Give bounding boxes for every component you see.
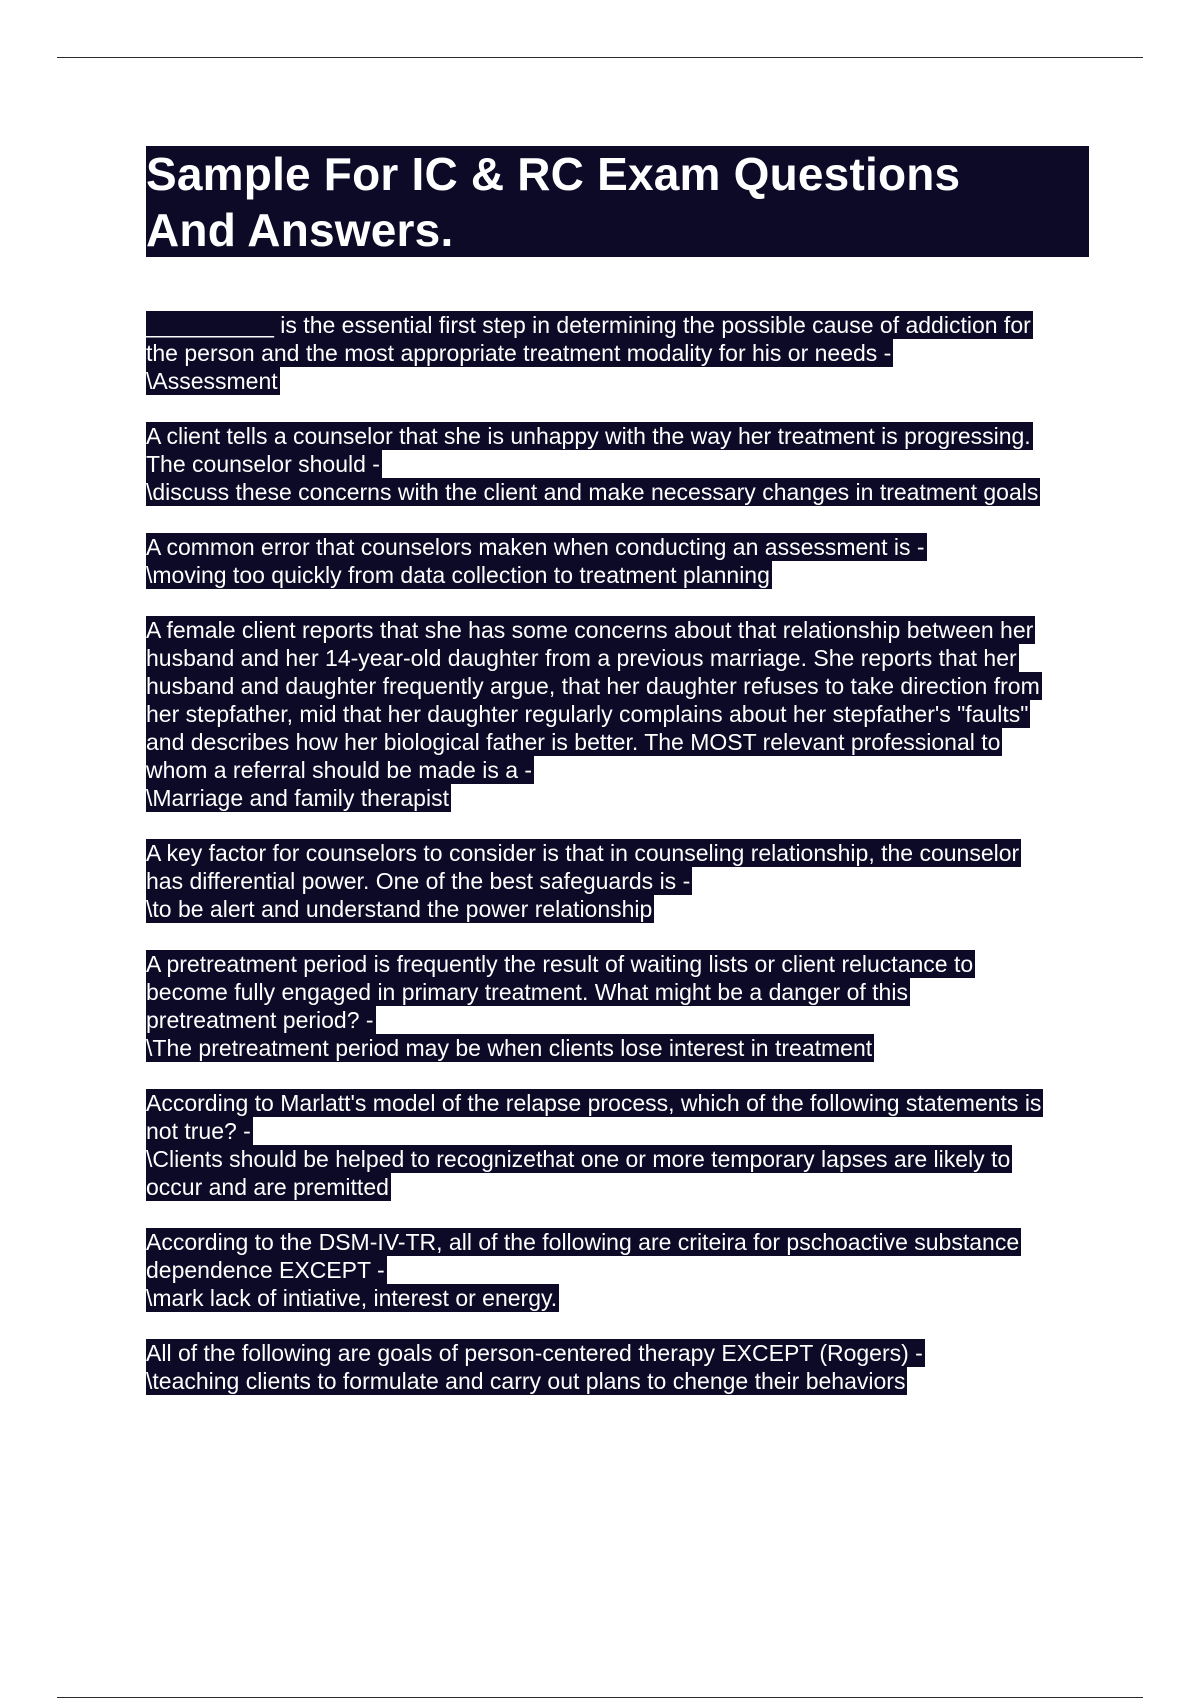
qa-answer: \Assessment: [146, 368, 278, 394]
qa-answer: \The pretreatment period may be when clients lose interest in treatment: [146, 1035, 873, 1061]
document-title-line: Sample For IC & RC Exam Questions: [146, 148, 961, 200]
qa-line: A client tells a counselor that she is unhappy with the way her treatment is progressing.: [146, 423, 1031, 449]
qa-line: husband and her 14-year-old daughter from a previous marriage. She reports that her: [146, 645, 1017, 671]
qa-item: [146, 839, 1096, 923]
qa-line: A key factor for counselors to consider is that in counseling relationship, the counselor: [146, 840, 1020, 866]
qa-item: [146, 311, 1096, 395]
qa-line: A common error that counselors maken when conducting an assessment is -: [146, 534, 925, 560]
qa-line: pretreatment period? -: [146, 1007, 374, 1033]
qa-item: [146, 1089, 1096, 1201]
bottom-rule: [57, 1697, 1143, 1698]
qa-answer: \to be alert and understand the power relationship: [146, 896, 653, 922]
document-title-text: [146, 146, 1089, 258]
qa-line: A pretreatment period is frequently the result of waiting lists or client reluctance to: [146, 951, 974, 977]
qa-line: According to Marlatt's model of the relapse process, which of the following statements is: [146, 1090, 1042, 1116]
qa-answer: \mark lack of intiative, interest or energy.: [146, 1285, 558, 1311]
qa-item: [146, 616, 1096, 812]
qa-line: her stepfather, mid that her daughter regularly complains about her stepfather's "faults": [146, 701, 1029, 727]
qa-item: [146, 1339, 1096, 1395]
qa-line: A female client reports that she has some concerns about that relationship between her: [146, 617, 1034, 643]
qa-line: __________ is the essential first step in determining the possible cause of addiction for: [146, 312, 1031, 338]
qa-line: the person and the most appropriate treatment modality for his or needs -: [146, 340, 892, 366]
qa-line: has differential power. One of the best safeguards is -: [146, 868, 691, 894]
qa-answer: \teaching clients to formulate and carry out plans to chenge their behaviors: [146, 1368, 906, 1394]
document-title-line: And Answers.: [146, 204, 454, 256]
qa-answer: \Marriage and family therapist: [146, 785, 449, 811]
qa-line: become fully engaged in primary treatment. What might be a danger of this: [146, 979, 908, 1005]
qa-line: The counselor should -: [146, 451, 380, 477]
qa-line: husband and daughter frequently argue, that her daughter refuses to take direction from: [146, 673, 1040, 699]
qa-item: [146, 950, 1096, 1062]
qa-line: All of the following are goals of person-centered therapy EXCEPT (Rogers) -: [146, 1340, 923, 1366]
qa-line: not true? -: [146, 1118, 251, 1144]
qa-list: [146, 311, 1096, 1422]
qa-answer: \discuss these concerns with the client and make necessary changes in treatment goals: [146, 479, 1039, 505]
qa-answer: \moving too quickly from data collection to treatment planning: [146, 562, 770, 588]
qa-line: dependence EXCEPT -: [146, 1257, 385, 1283]
qa-item: [146, 533, 1096, 589]
qa-line: According to the DSM-IV-TR, all of the following are criteira for pschoactive substance: [146, 1229, 1020, 1255]
document-title: [146, 146, 1089, 257]
qa-item: [146, 422, 1096, 506]
qa-line: whom a referral should be made is a -: [146, 757, 533, 783]
top-rule: [57, 57, 1143, 58]
qa-line: and describes how her biological father is better. The MOST relevant professional to: [146, 729, 1001, 755]
qa-answer: occur and are premitted: [146, 1174, 389, 1200]
qa-item: [146, 1228, 1096, 1312]
qa-answer: \Clients should be helped to recognizethat one or more temporary lapses are likely to: [146, 1146, 1011, 1172]
